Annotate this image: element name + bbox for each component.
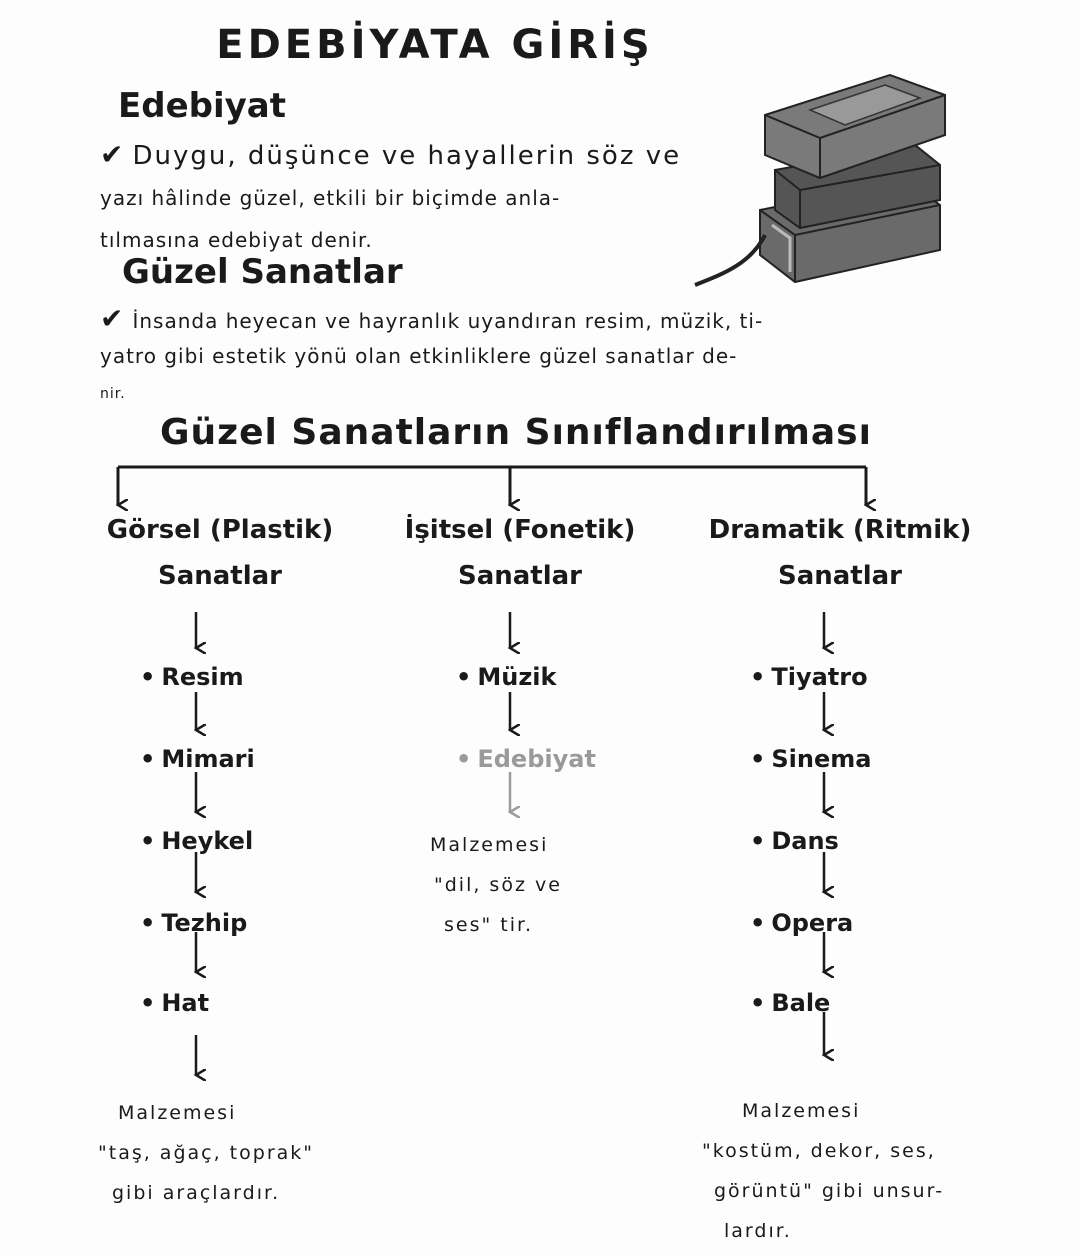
- material-text: Malzemesi "dil, söz ve ses" tir.: [430, 834, 562, 936]
- material-text: Malzemesi "kostüm, dekor, ses, görüntü" gibi unsur- lardır.: [702, 1100, 945, 1242]
- column-head-1: İşitsel (Fonetik): [404, 515, 636, 545]
- guzel-sanatlar-line-2: yatro gibi estetik yönü olan etkinliklere güzel sanatlar de-: [100, 344, 738, 368]
- column-gorsel: [70, 515, 370, 1215]
- list-item: • Dans: [750, 827, 839, 855]
- list-item: • Edebiyat: [456, 745, 596, 773]
- column-head-2: Sanatlar: [457, 561, 583, 591]
- guzel-sanatlar-text-1: İnsanda heyecan ve hayranlık uyandıran resim, müzik, ti-: [132, 309, 764, 333]
- column-head-1: Görsel (Plastik): [106, 515, 334, 545]
- list-item: • Mimari: [140, 745, 255, 773]
- list-item: • Tiyatro: [750, 663, 868, 691]
- guzel-sanatlar-heading: Güzel Sanatlar: [122, 252, 403, 292]
- classification-title: Güzel Sanatların Sınıflandırılması: [160, 412, 872, 453]
- list-item: • Resim: [140, 663, 244, 691]
- checkmark-icon: ✔: [100, 302, 125, 335]
- edebiyat-line-2: yazı hâlinde güzel, etkili bir biçimde anla-: [100, 186, 561, 210]
- edebiyat-heading: Edebiyat: [118, 86, 286, 126]
- material-text: Malzemesi "taş, ağaç, toprak" gibi araçlardır.: [98, 1102, 315, 1204]
- list-item: • Bale: [750, 989, 831, 1017]
- guzel-sanatlar-line-3: nir.: [100, 386, 126, 402]
- column-head-1: Dramatik (Ritmik): [708, 515, 972, 545]
- column-isitsel: [370, 515, 670, 1015]
- checkmark-icon: ✔: [100, 138, 125, 171]
- edebiyat-text-1: Duygu, düşünce ve hayallerin söz ve: [132, 141, 682, 171]
- list-item: • Sinema: [750, 745, 872, 773]
- column-head-2: Sanatlar: [157, 561, 283, 591]
- list-item: • Heykel: [140, 827, 254, 855]
- list-item: • Tezhip: [140, 909, 248, 937]
- list-item: • Müzik: [456, 663, 557, 691]
- list-item: • Opera: [750, 909, 854, 937]
- page-title: EDEBİYATA GİRİŞ: [216, 22, 654, 68]
- column-head-2: Sanatlar: [777, 561, 903, 591]
- column-dramatik: [690, 515, 990, 1245]
- edebiyat-line-3: tılmasına edebiyat denir.: [100, 228, 373, 252]
- list-item: • Hat: [140, 989, 210, 1017]
